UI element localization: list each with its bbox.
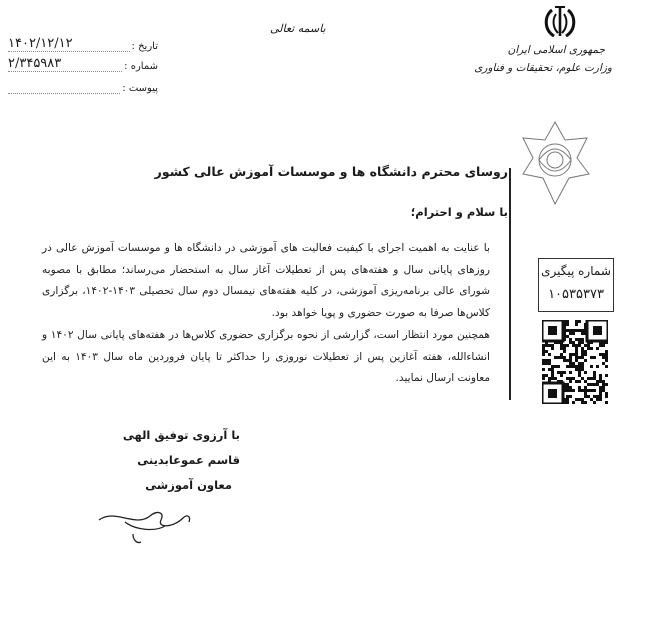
ornament-icon — [515, 118, 595, 210]
handwritten-signature — [95, 498, 195, 546]
letter-body — [42, 238, 490, 390]
tracking-number: ۱۰۵۳۵۳۷۳ — [548, 287, 604, 302]
signer-title: معاون آموزشی — [145, 478, 232, 492]
number-label: شماره : — [124, 61, 158, 72]
recipient: روسای محترم دانشگاه ها و موسسات آموزش عالی کشور — [154, 164, 508, 179]
number-value: ۲/۳۴۵۹۸۳ — [8, 57, 122, 72]
tracking-label: شماره پیگیری — [541, 264, 611, 278]
iran-emblem-icon — [540, 4, 580, 40]
number-field — [8, 54, 158, 72]
date-value: ۱۴۰۲/۱۲/۱۲ — [8, 37, 130, 52]
bismillah: باسمه تعالی — [270, 22, 326, 35]
greeting: با سلام و احترام؛ — [410, 205, 508, 219]
attachment-field — [8, 76, 158, 94]
date-field — [8, 34, 158, 52]
vertical-divider — [509, 168, 511, 400]
ministry-line2: وزارت علوم، تحقیقات و فناوری — [474, 62, 612, 74]
attachment-label: پیوست : — [122, 83, 158, 94]
paragraph-1: با عنایت به اهمیت اجرای با کیفیت فعالیت های آموزشی در دانشگاه ها و موسسات آموزش عالی در روزهای پایانی سال و هفته‌های پس از تعطیلات آغاز سال به استحضار می‌رساند؛ مطابق با مصوبه شورای عالی برنامه‌ریزی آموزشی، در کلیه هفته‌های نیمسال دوم سال تحصیلی ۱۴۰۳-۱۴۰۲، برگزاری کلاس‌ها صرفا به صورت حضوری و پویا خواهد بود. — [42, 242, 490, 320]
ministry-line1: جمهوری اسلامی ایران — [507, 44, 605, 56]
closing: با آرزوی توفیق الهی — [122, 428, 240, 442]
signer-name: قاسم عموعابدینی — [137, 453, 240, 467]
attachment-value — [8, 93, 120, 94]
date-label: تاریخ : — [131, 41, 158, 52]
tracking-box — [538, 258, 614, 312]
qr-code — [542, 320, 608, 404]
paragraph-2: همچنین مورد انتظار است، گزارشی از نحوه برگزاری حضوری کلاس‌ها در هفته‌های پایانی سال ۱۴۰۲ و انشاءالله، هفته آغازین پس از تعطیلات نوروزی را حداکثر تا پایان فروردین ماه سال ۱۴۰۳ به این معاونت ارسال نمایید. — [42, 328, 491, 385]
